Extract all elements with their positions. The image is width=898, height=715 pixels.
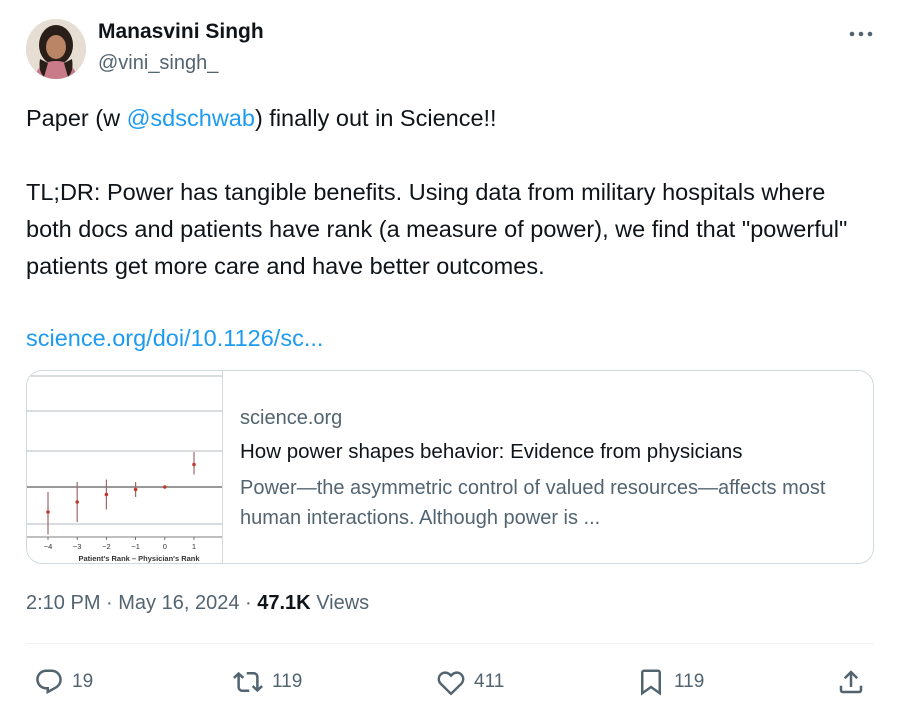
tweet-time[interactable]: 2:10 PM xyxy=(26,592,101,614)
reply-count: 19 xyxy=(72,671,94,692)
like-button[interactable] xyxy=(436,664,504,700)
thumb-x-tick-label: 0 xyxy=(162,542,167,551)
bookmark-icon xyxy=(636,667,666,697)
share-icon xyxy=(836,667,866,697)
card-domain: science.org xyxy=(240,407,343,429)
tweet-line-1-suffix: ) finally out in Science!! xyxy=(254,105,497,131)
thumb-x-tick-label: −4 xyxy=(43,542,53,551)
more-options-button[interactable] xyxy=(844,22,878,46)
divider xyxy=(26,643,874,644)
share-button[interactable] xyxy=(836,664,866,700)
thumb-data-point xyxy=(46,510,50,514)
heart-icon xyxy=(436,667,466,697)
meta-separator: · xyxy=(239,592,258,614)
author-name[interactable]: Manasvini Singh xyxy=(98,20,264,43)
thumb-data-point xyxy=(75,500,79,504)
article-link[interactable]: science.org/doi/10.1126/sc... xyxy=(26,325,324,351)
meta-separator: · xyxy=(100,592,119,614)
thumb-data-point xyxy=(163,485,167,489)
author-handle[interactable]: @vini_singh_ xyxy=(98,52,219,74)
thumb-data-point xyxy=(105,493,109,497)
reply-icon xyxy=(34,667,64,697)
author-avatar[interactable] xyxy=(26,19,86,79)
thumb-data-point xyxy=(134,488,138,492)
retweet-icon xyxy=(232,667,264,697)
mention-link[interactable]: @sdschwab xyxy=(126,105,255,131)
reply-button[interactable] xyxy=(34,664,93,700)
views-count: 47.1K xyxy=(257,592,311,614)
views-label: Views xyxy=(316,592,370,614)
card-thumbnail xyxy=(27,371,223,564)
thumb-data-point xyxy=(192,463,196,467)
thumb-x-tick-label: 1 xyxy=(191,542,197,551)
tweet-paragraph-2: TL;DR: Power has tangible benefits. Using data from military hospitals where both docs and patients have rank (a measure of power), we find that "powerful" patients get more care and have better outcomes. xyxy=(26,179,848,279)
tweet-meta xyxy=(26,592,369,615)
more-icon xyxy=(849,30,873,38)
thumb-x-tick-label: −1 xyxy=(131,542,140,551)
card-description: Power—the asymmetric control of valued resources—affects most human interactions. Although power is ... xyxy=(240,477,826,529)
thumb-x-tick-label: −3 xyxy=(72,542,82,551)
retweet-count: 119 xyxy=(272,671,303,692)
card-title: How power shapes behavior: Evidence from physicians xyxy=(240,440,743,463)
tweet-date[interactable]: May 16, 2024 xyxy=(118,592,240,614)
tweet-line-1-prefix: Paper (w xyxy=(26,105,127,131)
tweet-line-1 xyxy=(26,100,866,137)
like-count: 411 xyxy=(474,671,505,692)
tweet-text xyxy=(26,100,866,357)
bookmark-button[interactable] xyxy=(636,664,704,700)
link-preview-card[interactable] xyxy=(26,370,874,564)
thumbnail-chart xyxy=(27,371,222,564)
retweet-button[interactable] xyxy=(232,664,302,700)
thumb-x-tick-label: −2 xyxy=(102,542,111,551)
thumb-x-axis-label: Patient's Rank – Physician's Rank xyxy=(78,554,200,563)
bookmark-count: 119 xyxy=(674,671,705,692)
